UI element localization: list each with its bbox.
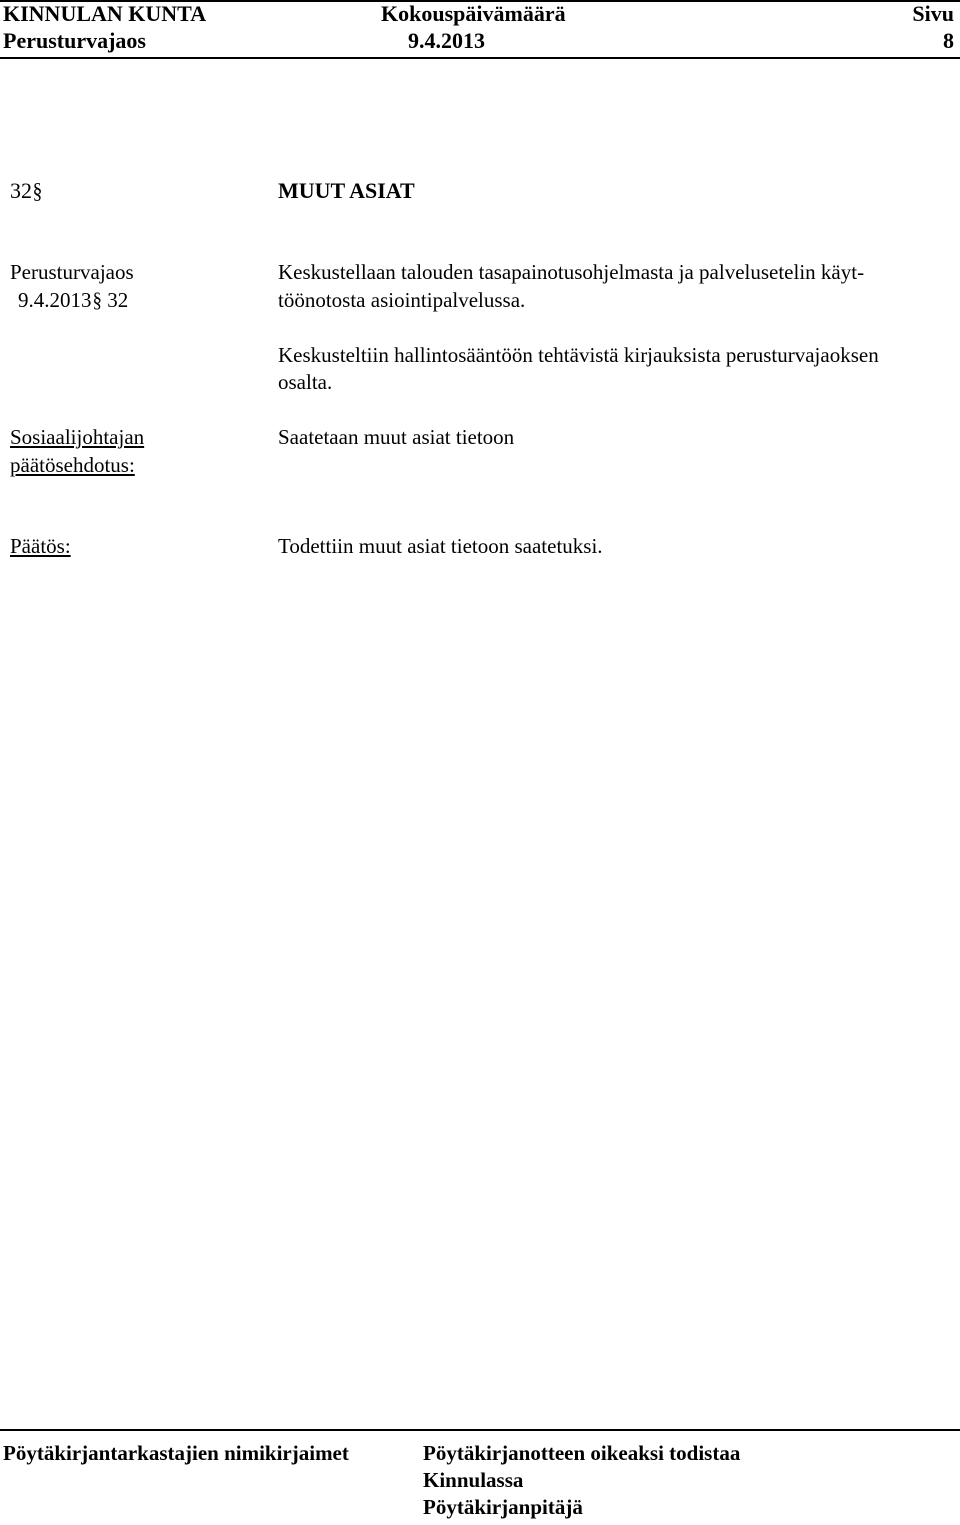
section-title: MUUT ASIAT xyxy=(278,178,415,203)
proposal-text: Saatetaan muut asiat tietoon xyxy=(278,425,515,449)
decision-text: Todettiin muut asiat tietoon saatetuksi. xyxy=(278,534,603,558)
section-number-value: 32 xyxy=(10,178,32,203)
header-date-label: Kokouspäivämäärä xyxy=(381,1,566,26)
header-date: 9.4.2013 xyxy=(408,28,485,53)
paragraph-2-line-2: osalta. xyxy=(278,370,333,394)
reference-section-sign: § xyxy=(92,288,102,312)
reference-body: Perusturvajaos xyxy=(10,260,134,284)
proposal-label-line-2: päätösehdotus: xyxy=(10,453,135,477)
header-page-number: 8 xyxy=(943,28,954,53)
header-page-label: Sivu xyxy=(912,1,954,26)
footer-initials-label: Pöytäkirjantarkastajien nimikirjaimet xyxy=(3,1441,349,1465)
footer-place: Kinnulassa xyxy=(423,1468,524,1492)
footer-certify-label: Pöytäkirjanotteen oikeaksi todistaa xyxy=(423,1441,741,1465)
reference-date: 9.4.2013 xyxy=(18,288,92,312)
footer-secretary-label: Pöytäkirjanpitäjä xyxy=(423,1495,583,1519)
header-org: KINNULAN KUNTA xyxy=(3,1,207,26)
decision-label: Päätös: xyxy=(10,534,71,558)
reference-number: 32 xyxy=(107,288,129,312)
header-bottom-rule xyxy=(0,57,960,59)
paragraph-2-line-1: Keskusteltiin hallintosääntöön tehtävistä kirjauksista perusturvajaoksen xyxy=(278,343,879,367)
footer-rule xyxy=(0,1429,960,1431)
paragraph-1-line-1: Keskustellaan talouden tasapainotusohjelmasta ja palvelusetelin käyt- xyxy=(278,260,865,284)
header-dept: Perusturvajaos xyxy=(3,28,146,53)
reference-date-section xyxy=(18,288,128,313)
paragraph-1-line-2: töönotosta asiointipalvelussa. xyxy=(278,288,526,312)
section-sign: § xyxy=(32,178,43,203)
section-number xyxy=(10,178,43,204)
proposal-label-line-1: Sosiaalijohtajan xyxy=(10,425,145,449)
